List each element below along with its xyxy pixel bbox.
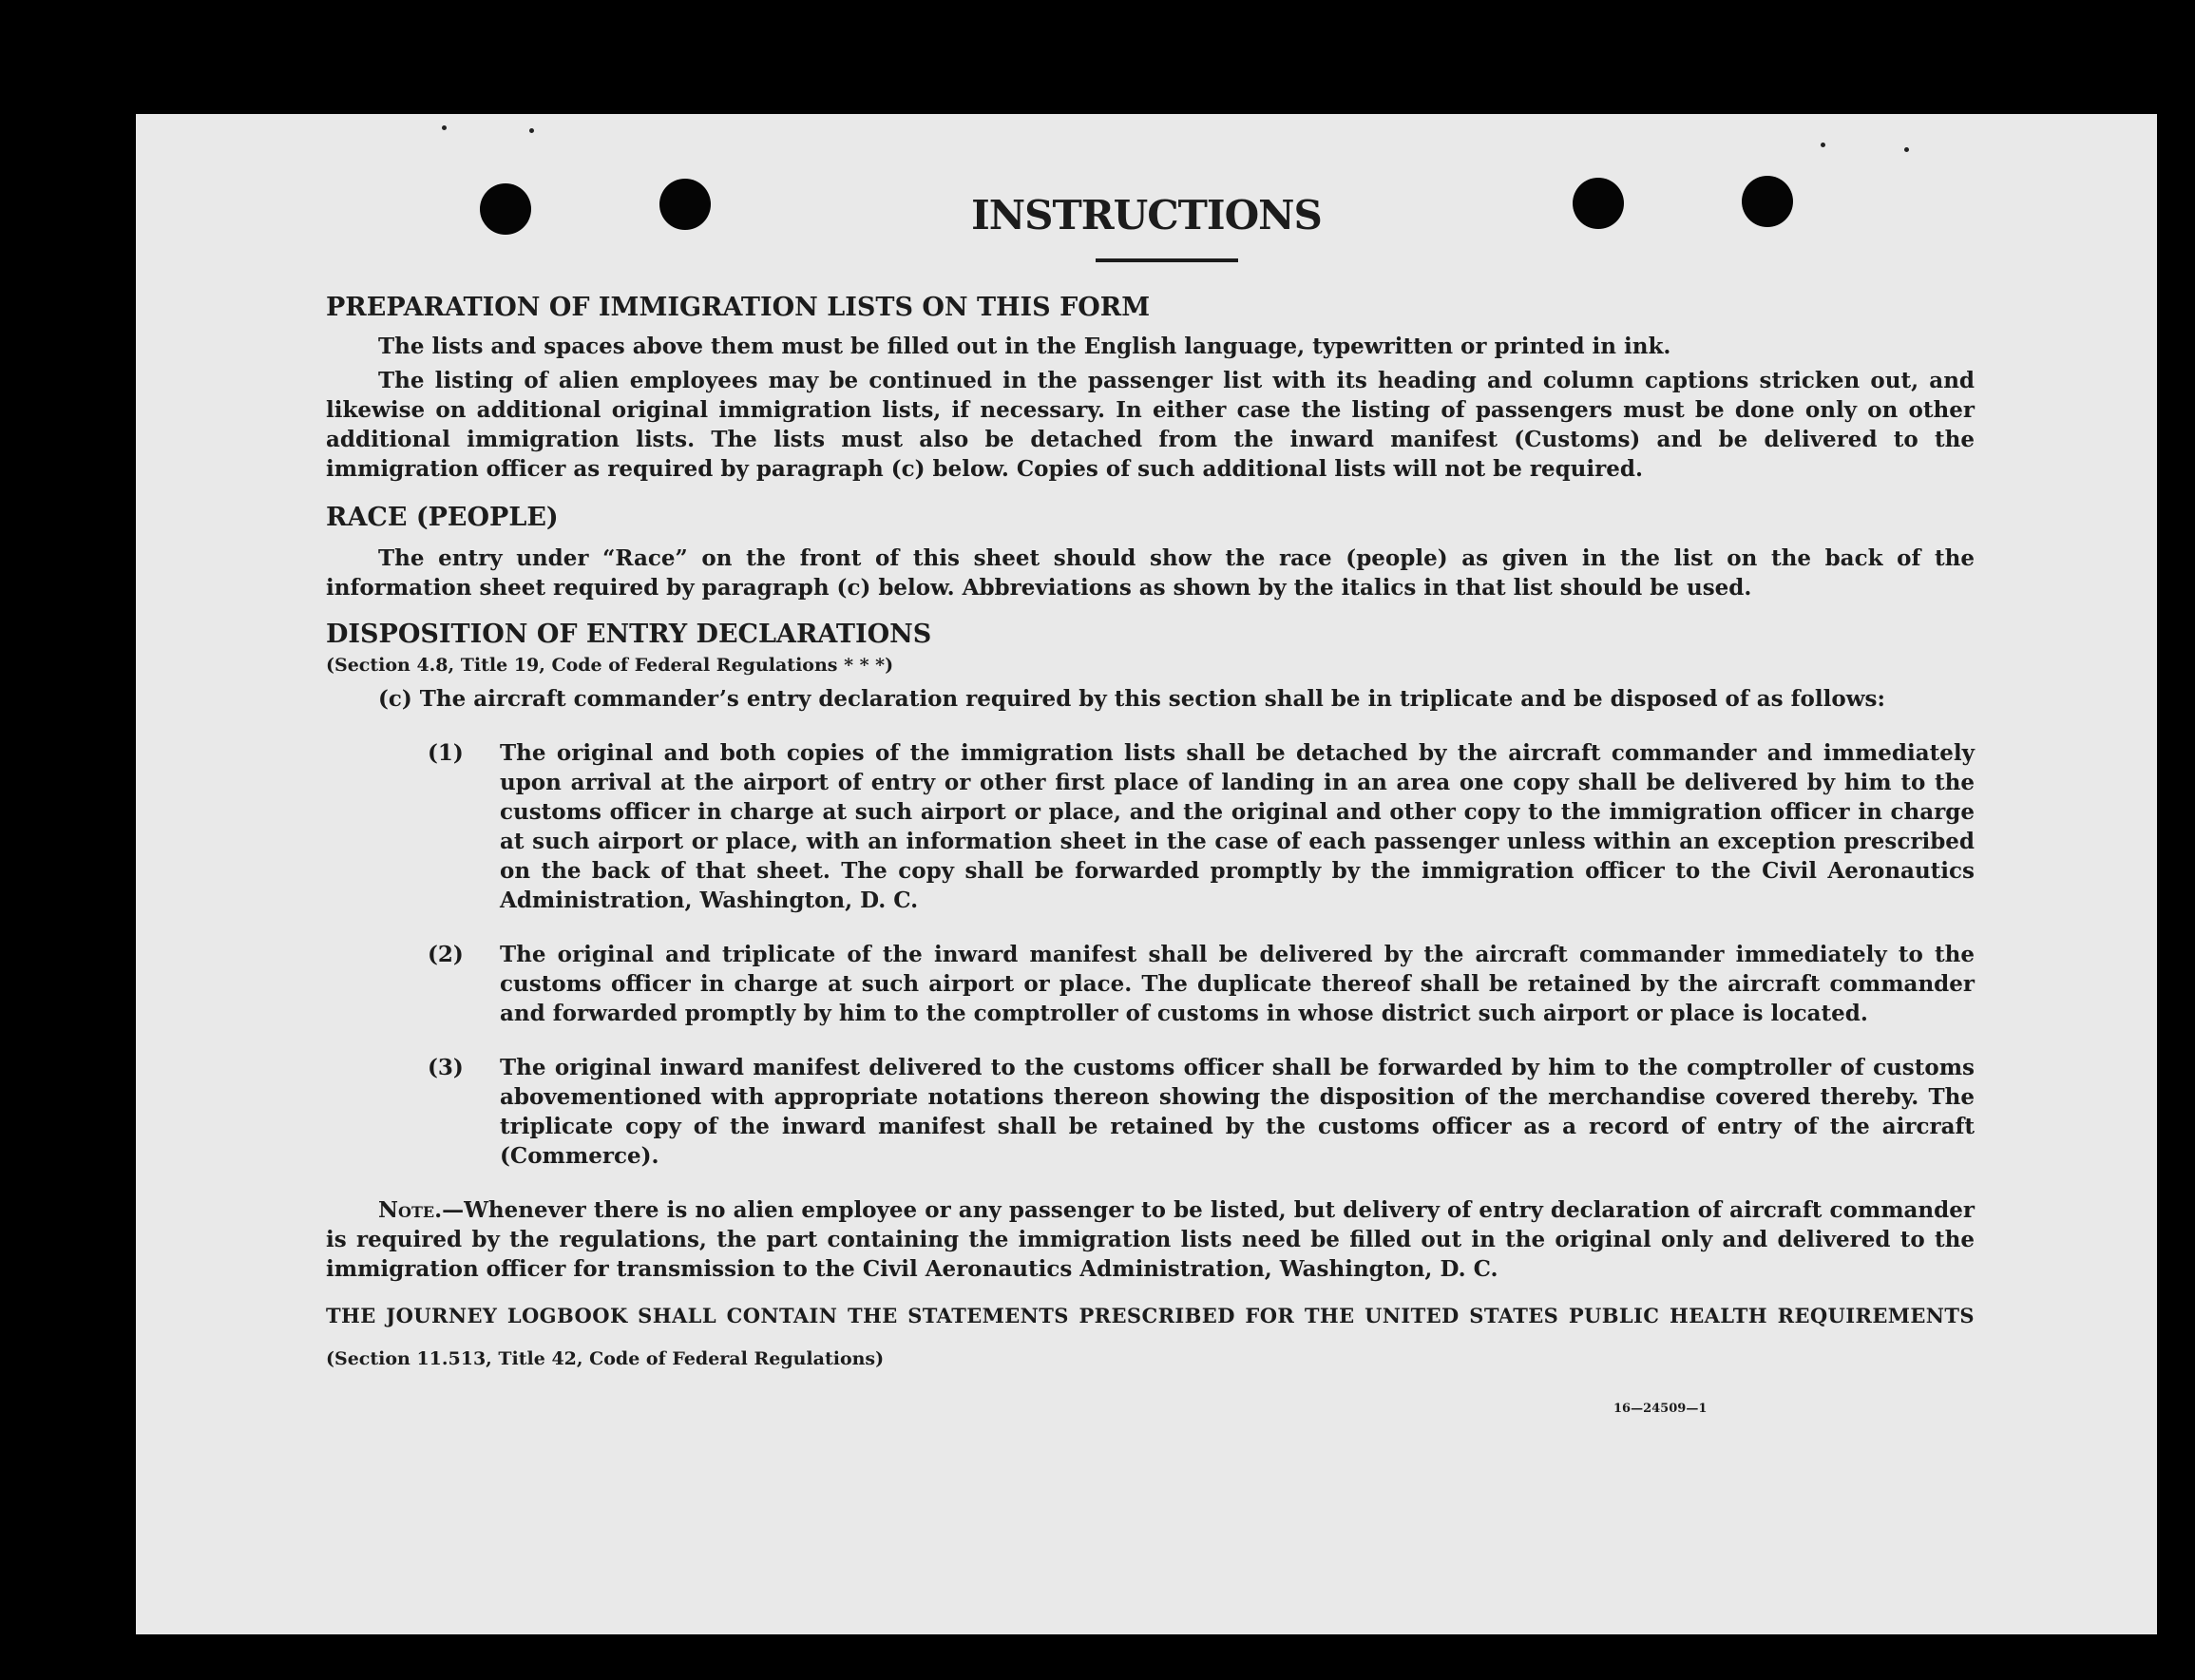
item-text: The original and triplicate of the inward manifest shall be delivered by the aircraft commander immediately to the customs officer in charge at such airport or place. The duplicate thereof shall be retained by the aircraft commander and forwarded promptly by him to the comptroller of customs in whose district such airport or place is located.	[500, 942, 1975, 1026]
disposition-heading: DISPOSITION OF ENTRY DECLARATIONS	[326, 620, 932, 649]
title-underline	[1096, 258, 1238, 262]
disposition-intro	[326, 684, 1975, 714]
paragraph-c-text: The aircraft commander’s entry declaration required by this section shall be in triplicate and be disposed of as follows:	[419, 686, 1885, 712]
disposition-item-2	[326, 940, 1975, 1028]
document-page	[136, 114, 2157, 1634]
ink-speck	[529, 128, 534, 133]
form-number: 16—24509—1	[1613, 1402, 1708, 1416]
disposition-citation: (Section 4.8, Title 19, Code of Federal Regulations * * *)	[326, 655, 894, 676]
ink-speck	[1821, 143, 1825, 147]
note-paragraph	[326, 1195, 1975, 1284]
note-label: Note.	[378, 1197, 443, 1223]
race-heading: RACE (PEOPLE)	[326, 503, 559, 532]
health-citation: (Section 11.513, Title 42, Code of Federal Regulations)	[326, 1348, 885, 1369]
instructions-body	[326, 293, 1975, 1374]
item-number: (3)	[428, 1055, 464, 1080]
race-paragraph: The entry under “Race” on the front of this sheet should show the race (people) as given in the list on the back of the information sheet required by paragraph (c) below. Abbreviations as shown by the italics in that list should be used.	[326, 545, 1975, 601]
item-number: (2)	[428, 942, 464, 967]
disposition-item-3	[326, 1053, 1975, 1171]
ink-speck	[1904, 147, 1909, 152]
page-title: INSTRUCTIONS	[971, 192, 1322, 239]
item-text: The original inward manifest delivered to the customs officer shall be forwarded by him to the comptroller of customs abovementioned with appropriate notations thereon showing the disposition of the merchandise covered thereby. The triplicate copy of the inward manifest shall be retained by the customs officer as a record of entry of the aircraft (Commerce).	[500, 1055, 1975, 1169]
item-number: (1)	[428, 740, 464, 766]
disposition-item-1	[326, 738, 1975, 915]
ink-speck	[442, 125, 447, 130]
note-text: —Whenever there is no alien employee or any passenger to be listed, but delivery of entry declaration of aircraft commander is required by the regulations, the part containing the immigration lists need be filled out in the original only and delivered to the immigration officer for transmission to the Civil Aeronautics Administration, Washington, D. C.	[326, 1197, 1975, 1282]
item-text: The original and both copies of the immigration lists shall be detached by the aircraft commander and immediately upon arrival at the airport of entry or other first place of landing in an area one copy shall be delivered by him to the customs officer in charge at such airport or place, and the original and other copy to the immigration officer in charge at such airport or place, with an information sheet in the case of each passenger unless within an exception prescribed on the back of that sheet. The copy shall be forwarded promptly by the immigration officer to the Civil Aeronautics Administration, Washington, D. C.	[500, 740, 1975, 913]
preparation-heading: PREPARATION OF IMMIGRATION LISTS ON THIS FORM	[326, 293, 1151, 322]
preparation-paragraph-1: The lists and spaces above them must be filled out in the English language, typewritten or printed in ink.	[378, 334, 1671, 359]
paragraph-c-label: (c)	[378, 686, 412, 712]
preparation-paragraph-2: The listing of alien employees may be continued in the passenger list with its heading and column captions stricken out, and likewise on additional original immigration lists, if necessary. In either case the listing of passengers must be done only on other additional immigration lists. The lists must also be detached from the inward manifest (Customs) and be delivered to the immigration officer as required by paragraph (c) below. Copies of such additional lists will not be required.	[326, 368, 1975, 482]
health-statement: THE JOURNEY LOGBOOK SHALL CONTAIN THE STATEMENTS PRESCRIBED FOR THE UNITED STATES PUBLIC HEALTH REQUIREMENTS	[326, 1304, 1975, 1327]
